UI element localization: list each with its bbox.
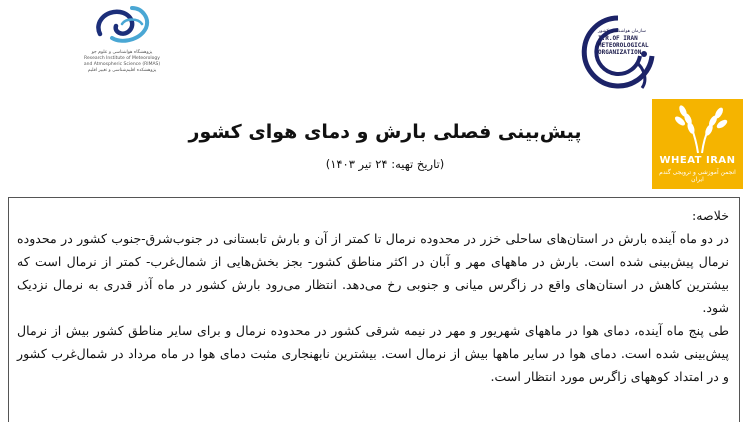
summary-paragraph-precipitation: در دو ماه آینده بارش در استان‌های ساحلی خزر در محدوده نرمال تا کمتر از آن و بارش تابستانی در جنوب‌شرق-جنوب کشور در محدوده نرمال پیش‌بینی شده است. بارش در ماههای مهر و آبان در اکثر مناطق کشور- بجز بخش‌هایی از شمال‌غرب- کمتر از نرمال است که بیشترین کاهش در استان‌های واقع در زاگرس میانی و جنوبی رخ می‌دهد. انتظار می‌رود بارش کشور در ماه آذر قدری به نرمال نزدیک شود. — [17, 231, 729, 315]
rimas-logo — [82, 4, 162, 76]
wheat-iran-subtitle: انجمن آموزشی و ترویجی گندم ایران — [659, 169, 736, 183]
rimas-caption-fa2: پژوهشکده اقلیم‌شناسی و تغییر اقلیم — [87, 68, 157, 73]
rimas-caption-fa: پژوهشگاه هواشناسی و علوم جو — [91, 50, 153, 55]
irimo-caption-line-2: METEOROLOGICAL — [598, 42, 649, 49]
irimo-caption — [598, 28, 658, 56]
wheat-iran-logo — [652, 99, 743, 189]
wheat-stalk-icon — [652, 99, 743, 155]
report-date: (تاریخ تهیه: ۲۴ تیر ۱۴۰۳) — [325, 157, 445, 171]
summary-box — [8, 197, 740, 422]
irimo-caption-fa: سازمان هواشناسی کشور — [598, 29, 646, 34]
wheat-iran-title: WHEAT IRAN — [659, 155, 736, 166]
summary-paragraph-temperature: طی پنج ماه آینده، دمای هوا در ماههای شهریور و مهر در نیمه شرقی کشور در محدوده نرمال و برای سایر مناطق کشور بیش از نرمال پیش‌بینی شده است. دمای هوا در سایر ماهها بیش از نرمال است. بیشترین نابهنجاری مثبت دمای هوا در ماه مرداد در شمال‌غرب کشور و در امتداد کوههای زاگرس مورد انتظار است. — [17, 323, 729, 384]
summary-label: خلاصه: — [692, 208, 729, 223]
irimo-caption-line-3: ORGANIZATION — [598, 49, 642, 56]
page-title: پیش‌بینی فصلی بارش و دمای هوای کشور — [188, 121, 582, 143]
rimas-caption-en: Research Institute of Meteorology and Atmospheric Science (RIMAS) — [83, 56, 161, 67]
irimo-logo — [578, 6, 660, 98]
rimas-swirl-icon — [92, 4, 152, 48]
irimo-caption-line-1: I.R.OF IRAN — [598, 35, 638, 42]
